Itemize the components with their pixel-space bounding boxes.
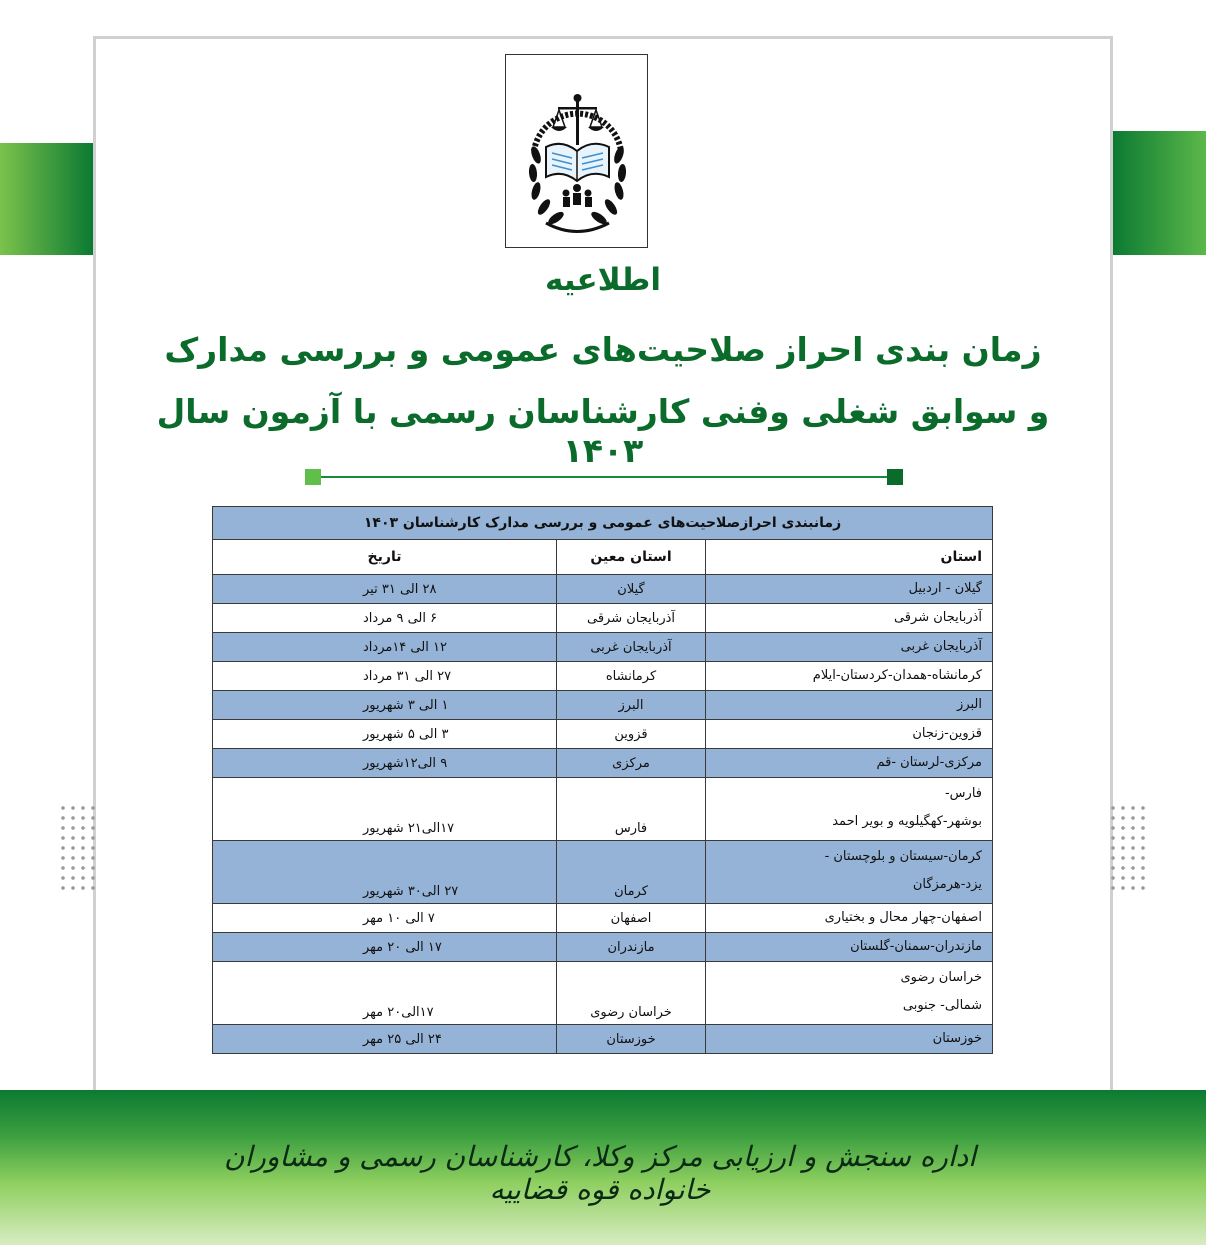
table-row: [213, 691, 993, 720]
province-line-2: شمالی- جنوبی: [902, 998, 982, 1013]
cell-province: [706, 662, 993, 691]
province-line: خراسان رضوی: [900, 970, 982, 985]
table-row: [213, 962, 993, 1025]
cell-province: [706, 749, 993, 778]
province-line-2: بوشهر-کهگیلویه و بویر احمد: [832, 814, 982, 829]
cell-province: [706, 1025, 993, 1054]
cell-date: ۷ الی ۱۰ مهر: [213, 904, 557, 933]
cell-date: ۱ الی ۳ شهریور: [213, 691, 557, 720]
cell-date: ۱۷الی۲۰ مهر: [213, 962, 557, 1025]
cell-assigned-province: البرز: [557, 691, 706, 720]
cell-date: ۹ الی۱۲شهریور: [213, 749, 557, 778]
table-row: [213, 841, 993, 904]
table-row: [213, 604, 993, 633]
table-row: [213, 1025, 993, 1054]
province-line: کرمان-سیستان و بلوچستان -: [824, 849, 982, 864]
table-header-row: [213, 540, 993, 575]
cell-province: [706, 633, 993, 662]
cell-province: [706, 575, 993, 604]
province-line: فارس-: [944, 786, 982, 801]
table-row: [213, 662, 993, 691]
province-line: البرز: [957, 697, 982, 712]
header-assigned-province: استان معین: [557, 540, 706, 575]
title-divider: [305, 468, 903, 486]
cell-assigned-province: فارس: [557, 778, 706, 841]
schedule-table: [212, 506, 993, 1054]
table-row: [213, 633, 993, 662]
cell-assigned-province: آذربایجان غربی: [557, 633, 706, 662]
header-province: استان: [706, 540, 993, 575]
province-line: مازندران-سمنان-گلستان: [850, 939, 982, 954]
table-caption-row: [213, 507, 993, 540]
left-dot-pattern: [58, 803, 100, 891]
cell-assigned-province: گیلان: [557, 575, 706, 604]
cell-province: [706, 904, 993, 933]
province-line: کرمانشاه-همدان-کردستان-ایلام: [812, 668, 982, 683]
table-row: [213, 575, 993, 604]
cell-assigned-province: قزوین: [557, 720, 706, 749]
cell-province: [706, 604, 993, 633]
table-row: [213, 904, 993, 933]
left-green-band: [0, 143, 93, 255]
province-line: آذربایجان غربی: [900, 639, 982, 654]
cell-date: ۱۲ الی ۱۴مرداد: [213, 633, 557, 662]
table-row: [213, 933, 993, 962]
cell-date: ۱۷الی۲۱ شهریور: [213, 778, 557, 841]
notice-heading: اطلاعیه: [545, 262, 661, 298]
cell-date: ۶ الی ۹ مرداد: [213, 604, 557, 633]
cell-assigned-province: کرمانشاه: [557, 662, 706, 691]
cell-province: [706, 933, 993, 962]
province-line: آذربایجان شرقی: [893, 610, 982, 625]
cell-date: ۱۷ الی ۲۰ مهر: [213, 933, 557, 962]
province-line: مرکزی-لرستان -قم: [876, 755, 982, 770]
province-line: گیلان - اردبیل: [908, 581, 982, 596]
table-row: [213, 749, 993, 778]
cell-assigned-province: مازندران: [557, 933, 706, 962]
right-dot-pattern: [1108, 803, 1150, 891]
table-caption: زمانبندی احرازصلاحیت‌های عمومی و بررسی مدارک کارشناسان ۱۴۰۳: [213, 507, 993, 540]
cell-assigned-province: خراسان رضوی: [557, 962, 706, 1025]
province-line: خوزستان: [932, 1031, 982, 1046]
cell-assigned-province: خوزستان: [557, 1025, 706, 1054]
right-green-band: [1113, 131, 1206, 255]
cell-province: [706, 691, 993, 720]
province-line-2: یزد-هرمزگان: [912, 877, 982, 892]
cell-assigned-province: کرمان: [557, 841, 706, 904]
province-line: قزوین-زنجان: [912, 726, 982, 741]
cell-assigned-province: مرکزی: [557, 749, 706, 778]
cell-assigned-province: اصفهان: [557, 904, 706, 933]
cell-date: ۲۷ الی۳۰ شهریور: [213, 841, 557, 904]
table-row: [213, 720, 993, 749]
cell-date: ۳ الی ۵ شهریور: [213, 720, 557, 749]
cell-date: ۲۴ الی ۲۵ مهر: [213, 1025, 557, 1054]
title-line-1: زمان بندی احراز صلاحیت‌های عمومی و بررسی مدارک: [164, 330, 1042, 369]
logo: [505, 54, 648, 248]
cell-date: ۲۷ الی ۳۱ مرداد: [213, 662, 557, 691]
cell-date: ۲۸ الی ۳۱ تیر: [213, 575, 557, 604]
table-row: [213, 778, 993, 841]
cell-assigned-province: آذربایجان شرقی: [557, 604, 706, 633]
header-date: تاریخ: [213, 540, 557, 575]
cell-province: [706, 720, 993, 749]
cell-province: [706, 841, 993, 904]
scales-of-justice-emblem-icon: [506, 55, 649, 249]
footer-signature: اداره سنجش و ارزیابی مرکز وکلا، کارشناسان رسمی و مشاوران خانواده قوه قضاییه: [224, 1140, 976, 1206]
title-line-2: و سوابق شغلی وفنی کارشناسان رسمی با آزمون سال ۱۴۰۳: [156, 392, 1050, 470]
cell-province: [706, 962, 993, 1025]
province-line: اصفهان-چهار محال و بختیاری: [824, 910, 982, 925]
cell-province: [706, 778, 993, 841]
